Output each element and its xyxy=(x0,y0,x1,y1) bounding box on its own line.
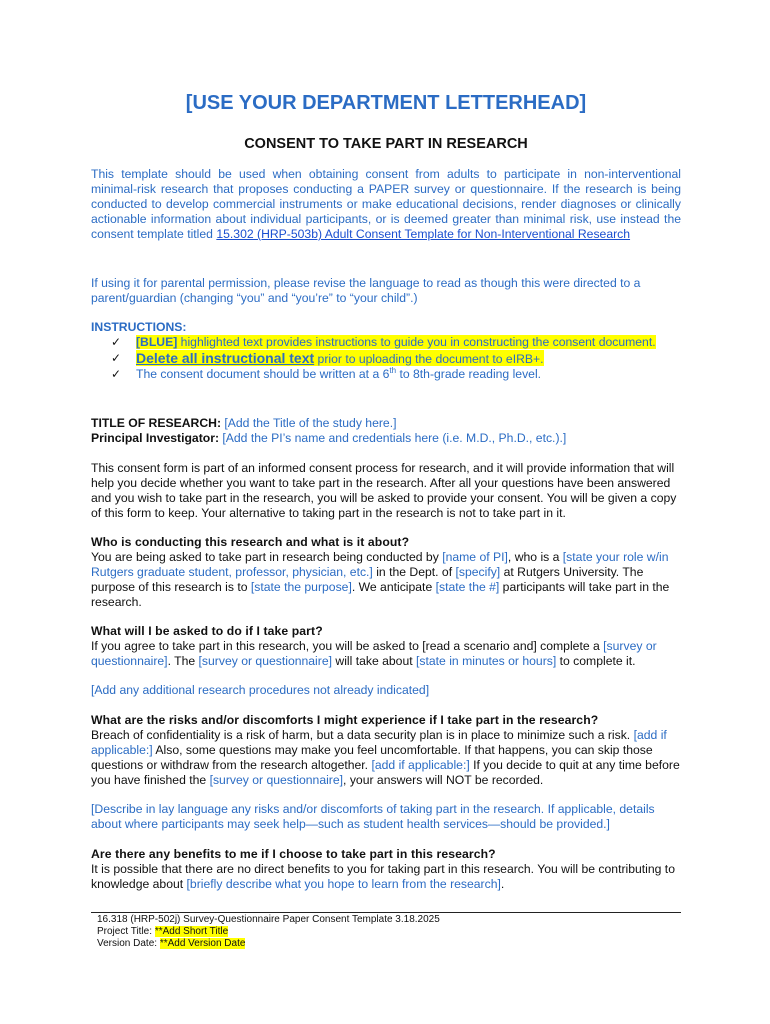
section-heading-procedures: What will I be asked to do if I take part? xyxy=(91,624,323,638)
text: It is possible that there are no direct benefits to you for taking part in this research. You will be contributing to knowledge about xyxy=(91,862,675,891)
placeholder-dept: [specify] xyxy=(455,565,501,579)
placeholder-survey: [survey or questionnaire] xyxy=(198,654,332,668)
instruction-text-3-sup: th xyxy=(389,366,397,376)
placeholder-count: [state the #] xyxy=(435,580,500,594)
version-date-value: **Add Version Date xyxy=(159,938,246,949)
placeholder-purpose: [state the purpose] xyxy=(250,580,352,594)
text: Also, some questions may make you feel uncomfortable. If that happens, you can skip those questions or withdraw from the research altogether. xyxy=(91,743,653,772)
section-heading-risks: What are the risks and/or discomforts I might experience if I take part in the research? xyxy=(91,713,599,727)
checkmark-icon: ✓ xyxy=(111,351,122,365)
instructions-heading: INSTRUCTIONS: xyxy=(91,320,187,334)
text: at Rutgers University. The purpose of this research is to xyxy=(91,565,644,594)
section-heading-who: Who is conducting this research and what is it about? xyxy=(91,535,410,549)
placeholder-if-applicable: [add if applicable:] xyxy=(371,758,470,772)
intro-text: This template should be used when obtaining consent from adults to participate in non-interventional minimal-risk research that proposes conducting a PAPER survey or questionnaire. If the research is being conducted to develop commercial instruments or make educational decisions, render diagnoses or clinically actionable information about individual participants, or is deemed greater than minimal risk, use instead the consent template titled xyxy=(91,167,681,241)
placeholder-duration: [state in minutes or hours] xyxy=(416,654,557,668)
project-title-value: **Add Short Title xyxy=(154,926,229,937)
text: . The xyxy=(167,654,199,668)
placeholder-survey: [survey or questionnaire] xyxy=(209,773,344,787)
delete-instructional-text: Delete all instructional text xyxy=(136,350,315,366)
document-title: CONSENT TO TAKE PART IN RESEARCH xyxy=(244,136,528,152)
text: . xyxy=(500,877,505,891)
title-of-research xyxy=(91,416,681,431)
instruction-item-1 xyxy=(111,334,681,350)
pi-value: [Add the PI’s name and credentials here (i.e. M.D., Ph.D., etc.).] xyxy=(219,431,567,445)
blue-tag: [BLUE] xyxy=(136,335,178,349)
section-body-procedures xyxy=(91,639,681,669)
section-body-benefits xyxy=(91,862,681,892)
text: to complete it. xyxy=(556,654,636,668)
instruction-text-2: prior to uploading the document to eIRB+. xyxy=(314,352,544,366)
text: If you decide to quit at any time before you have finished the xyxy=(91,758,680,787)
section-heading-benefits: Are there any benefits to me if I choose to take part in this research? xyxy=(91,847,496,861)
template-link[interactable]: 15.302 (HRP-503b) Adult Consent Template for Non-Interventional Research xyxy=(216,227,631,241)
template-intro xyxy=(91,167,681,242)
letterhead-placeholder: [USE YOUR DEPARTMENT LETTERHEAD] xyxy=(185,92,587,114)
risks-description-note: [Describe in lay language any risks and/or discomforts of taking part in the research. If applicable, details about where participants may seek help—such as student health services—should be provided.] xyxy=(91,802,655,831)
section-body-risks xyxy=(91,728,681,788)
principal-investigator xyxy=(91,431,681,446)
text: , who is a xyxy=(507,550,563,564)
page-footer xyxy=(97,914,440,950)
footer-project-title xyxy=(97,926,440,938)
placeholder-survey: [survey or questionnaire] xyxy=(91,639,657,668)
footer-template-id: 16.318 (HRP-502j) Survey-Questionnaire Paper Consent Template 3.18.2025 xyxy=(97,914,440,925)
project-title-label: Project Title: xyxy=(97,926,155,937)
title-value: [Add the Title of the study here.] xyxy=(221,416,397,430)
text: in the Dept. of xyxy=(372,565,456,579)
version-date-label: Version Date: xyxy=(97,938,160,949)
instruction-item-3 xyxy=(111,366,681,382)
placeholder-role: [state your role w/in Rutgers graduate student, professor, physician, etc.] xyxy=(91,550,669,579)
text: Breach of confidentiality is a risk of harm, but a data security plan is in place to minimize such a risk. xyxy=(91,728,634,742)
text: If you agree to take part in this research, you will be asked to [read a scenario and] complete a xyxy=(91,639,604,653)
checkmark-icon: ✓ xyxy=(111,367,122,381)
text: will take about xyxy=(332,654,417,668)
placeholder-knowledge: [briefly describe what you hope to learn from the research] xyxy=(186,877,501,891)
parental-permission-note: If using it for parental permission, please revise the language to read as though this were directed to a parent/guardian (changing “you” and “you’re” to “your child”.) xyxy=(91,276,641,305)
footer-version-date xyxy=(97,938,440,950)
section-body-who xyxy=(91,550,681,610)
pi-label: Principal Investigator: xyxy=(91,431,219,445)
consent-process-paragraph: This consent form is part of an informed consent process for research, and it will provide information that will help you decide whether you want to take part in the research. After all your questions have been answered and you wish to take part in the research, you will be asked to provide your consent. You will be given a copy of this form to keep. Your alternative to taking part in the research is not to take part in it. xyxy=(91,461,677,520)
placeholder-pi-name: [name of PI] xyxy=(442,550,508,564)
title-label: TITLE OF RESEARCH: xyxy=(91,416,221,430)
text: . We anticipate xyxy=(351,580,436,594)
instruction-item-2 xyxy=(111,350,681,366)
additional-procedures-note: [Add any additional research procedures not already indicated] xyxy=(91,683,430,697)
instruction-text-3b: to 8th-grade reading level. xyxy=(396,367,542,382)
instruction-text-1: highlighted text provides instructions to guide you in constructing the consent document. xyxy=(177,335,656,349)
placeholder-if-applicable: [add if applicable:] xyxy=(91,728,667,757)
footer-divider xyxy=(91,912,681,913)
text: , your answers will NOT be recorded. xyxy=(343,773,544,787)
text: You are being asked to take part in research being conducted by xyxy=(91,550,443,564)
instructions-list xyxy=(111,334,681,382)
text: participants will take part in the research. xyxy=(91,580,670,609)
checkmark-icon: ✓ xyxy=(111,335,122,349)
instruction-text-3a: The consent document should be written at a 6 xyxy=(136,367,390,382)
